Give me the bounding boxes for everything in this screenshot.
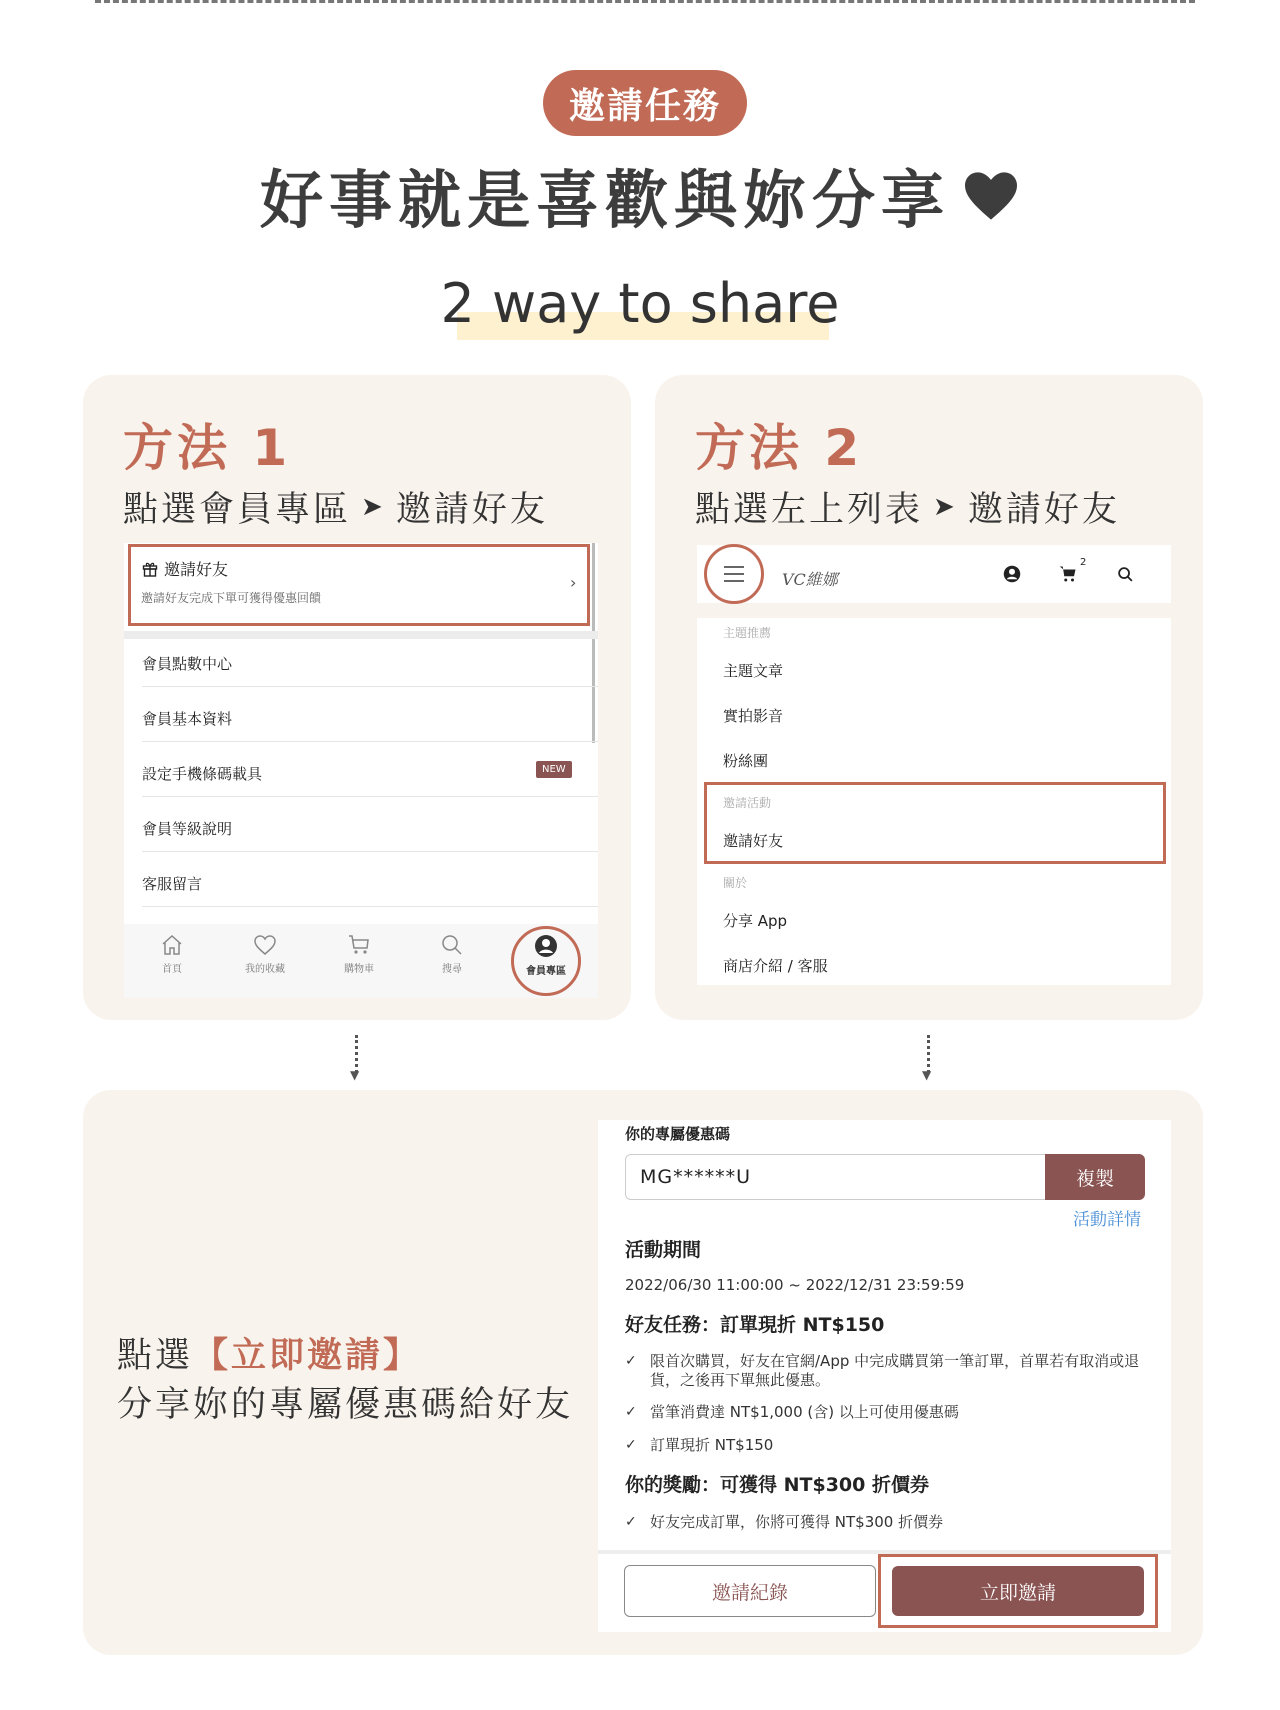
share-subtitle: 2 way to share bbox=[440, 272, 840, 335]
task-item-text: 限首次購買，好友在官網/App 中完成購買第一筆訂單，首單若有取消或退貨，之後再下單無此優惠。 bbox=[650, 1352, 1140, 1389]
coupon-code-field[interactable]: MG******U bbox=[625, 1154, 1045, 1200]
heart-outline-icon bbox=[253, 934, 277, 956]
tab-cart[interactable] bbox=[329, 934, 389, 975]
method1-subtitle bbox=[123, 482, 548, 532]
chevron-right-icon: › bbox=[570, 573, 577, 592]
search-icon[interactable] bbox=[1117, 566, 1134, 583]
invite-record-button[interactable]: 邀請紀錄 bbox=[624, 1565, 876, 1617]
highlight-invite-now bbox=[878, 1554, 1158, 1628]
tab-label: 搜尋 bbox=[442, 964, 462, 975]
period-title: 活動期間 bbox=[625, 1239, 702, 1261]
invite-now-button[interactable]: 立即邀請 bbox=[892, 1566, 1144, 1616]
menu-item-invite-friends[interactable]: 邀請好友 bbox=[723, 832, 784, 850]
method2-side-menu bbox=[697, 618, 1171, 985]
arrow-down-icon: ▼ bbox=[350, 1068, 360, 1082]
cart-icon bbox=[347, 934, 371, 956]
check-icon: ✓ bbox=[625, 1437, 637, 1453]
bottom-instruction-line2: 分享妳的專屬優惠碼給好友 bbox=[117, 1385, 574, 1425]
divider bbox=[142, 906, 598, 907]
method2-step-b: 邀請好友 bbox=[967, 490, 1120, 530]
tab-label: 購物車 bbox=[344, 964, 374, 975]
menu-item-label: 會員基本資料 bbox=[142, 710, 233, 728]
menu-item[interactable]: 分享 App bbox=[723, 912, 788, 930]
code-label: 你的專屬優惠碼 bbox=[625, 1125, 731, 1143]
cart-count: 2 bbox=[1080, 557, 1087, 568]
reward-item-text: 好友完成訂單，你將可獲得 NT$300 折價券 bbox=[650, 1513, 944, 1531]
period-dates: 2022/06/30 11:00:00 ~ 2022/12/31 23:59:59 bbox=[625, 1276, 965, 1294]
headline-text: 好事就是喜歡與妳分享 bbox=[260, 164, 950, 237]
hamburger-menu-icon[interactable] bbox=[723, 565, 745, 583]
arrow-down-icon: ▼ bbox=[922, 1068, 932, 1082]
method1-phone bbox=[124, 543, 598, 998]
method1-step-a: 點選會員專區 bbox=[123, 490, 352, 530]
menu-item[interactable]: 實拍影音 bbox=[723, 707, 784, 725]
invite-mission-badge: 邀請任務 bbox=[543, 70, 747, 136]
method2-step-a: 點選左上列表 bbox=[695, 490, 924, 530]
copy-button[interactable]: 複製 bbox=[1045, 1154, 1145, 1200]
method2-title: 方法 2 bbox=[695, 419, 864, 477]
reward-item bbox=[625, 1513, 1145, 1532]
instruction-text: 點選 bbox=[117, 1336, 194, 1376]
menu-item-label: 客服留言 bbox=[142, 875, 203, 893]
tab-label: 會員專區 bbox=[526, 966, 566, 977]
tab-home[interactable] bbox=[142, 934, 202, 975]
home-icon bbox=[160, 934, 184, 956]
tab-label: 我的收藏 bbox=[245, 964, 285, 975]
menu-item[interactable] bbox=[124, 653, 598, 674]
menu-item-label: 會員點數中心 bbox=[142, 655, 233, 673]
menu-item[interactable] bbox=[124, 763, 598, 784]
menu-item[interactable]: 粉絲團 bbox=[723, 752, 769, 770]
menu-item[interactable] bbox=[124, 818, 598, 839]
bottom-instruction-line1 bbox=[117, 1328, 421, 1378]
menu-section-label: 關於 bbox=[723, 876, 748, 890]
search-icon bbox=[440, 934, 464, 956]
tab-favorites[interactable] bbox=[235, 934, 295, 975]
brand-logo[interactable]: VC維娜 bbox=[782, 570, 838, 589]
divider bbox=[142, 796, 598, 797]
tab-label: 首頁 bbox=[162, 964, 182, 975]
task-item bbox=[625, 1352, 1145, 1390]
top-dashed-divider bbox=[95, 0, 1195, 3]
task-item bbox=[625, 1436, 1145, 1455]
menu-section-label: 主題推薦 bbox=[723, 626, 772, 640]
invite-friends-desc: 邀請好友完成下單可獲得優惠回饋 bbox=[141, 591, 322, 605]
check-icon: ✓ bbox=[625, 1514, 637, 1530]
divider bbox=[142, 686, 598, 687]
menu-item-label: 會員等級說明 bbox=[142, 820, 233, 838]
menu-item[interactable] bbox=[124, 873, 598, 894]
arrow-right-icon: ➤ bbox=[933, 492, 958, 522]
menu-item[interactable]: 商店介紹 / 客服 bbox=[723, 957, 828, 975]
section-divider bbox=[124, 631, 598, 639]
highlight-invite-friends bbox=[704, 782, 1166, 864]
divider bbox=[142, 851, 598, 852]
highlight-member-tab bbox=[511, 926, 581, 996]
new-badge: NEW bbox=[536, 761, 572, 778]
menu-section-label: 邀請活動 bbox=[723, 796, 772, 810]
method1-title: 方法 1 bbox=[123, 419, 292, 477]
arrow-right-icon: ➤ bbox=[361, 492, 386, 522]
task-item-text: 訂單現折 NT$150 bbox=[650, 1436, 774, 1454]
headline bbox=[0, 150, 1280, 241]
task-item bbox=[625, 1403, 1145, 1422]
check-icon: ✓ bbox=[625, 1353, 637, 1369]
menu-item-label: 設定手機條碼載具 bbox=[142, 765, 263, 783]
cart-icon[interactable] bbox=[1059, 565, 1077, 583]
task-item-text: 當筆消費達 NT$1,000 (含) 以上可使用優惠碼 bbox=[650, 1403, 959, 1421]
method2-subtitle bbox=[695, 482, 1120, 532]
menu-item[interactable]: 主題文章 bbox=[723, 662, 784, 680]
account-icon[interactable] bbox=[1003, 565, 1021, 583]
check-icon: ✓ bbox=[625, 1404, 637, 1420]
heart-icon bbox=[962, 170, 1020, 222]
method2-app-header bbox=[697, 545, 1171, 603]
method1-step-b: 邀請好友 bbox=[395, 490, 548, 530]
instruction-emphasis: 【立即邀請】 bbox=[193, 1336, 422, 1376]
activity-details-link[interactable]: 活動詳情 bbox=[1073, 1210, 1141, 1230]
menu-item[interactable] bbox=[124, 708, 598, 729]
invite-friends-title: 邀請好友 bbox=[164, 560, 229, 579]
divider bbox=[142, 741, 598, 742]
friend-task-title: 好友任務：訂單現折 NT$150 bbox=[625, 1314, 885, 1336]
highlight-invite-row bbox=[128, 544, 590, 626]
reward-title: 你的獎勵：可獲得 NT$300 折價券 bbox=[625, 1474, 929, 1496]
tab-search[interactable] bbox=[422, 934, 482, 975]
